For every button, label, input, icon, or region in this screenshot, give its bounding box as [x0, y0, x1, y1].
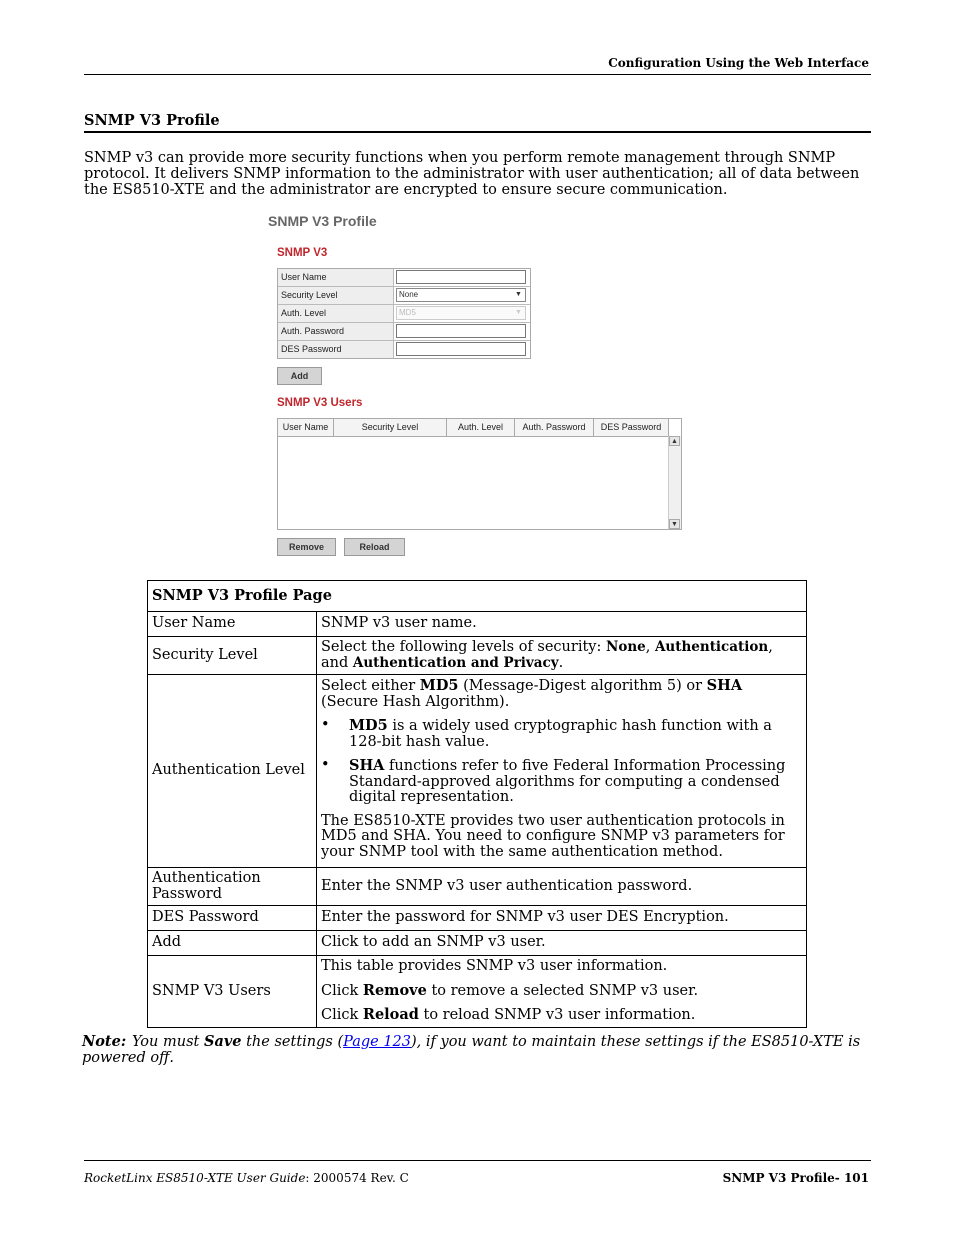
table-row — [148, 581, 807, 612]
field-label: Auth. Level — [278, 305, 394, 322]
section-rule — [84, 131, 871, 133]
footer-page-number: SNMP V3 Profile- 101 — [722, 1171, 869, 1185]
table-row — [148, 956, 807, 1028]
table-row — [148, 612, 807, 637]
field-label: Security Level — [278, 287, 394, 304]
auth-password-input[interactable] — [396, 324, 526, 338]
remove-button[interactable]: Remove — [277, 538, 336, 556]
chevron-down-icon: ▼ — [515, 309, 522, 316]
row-label: SNMP V3 Users — [148, 956, 317, 1028]
screenshot-title: SNMP V3 Profile — [268, 213, 377, 229]
bullet-icon: • — [321, 757, 330, 773]
row-label: User Name — [148, 612, 317, 637]
table-heading: SNMP V3 Profile Page — [148, 581, 807, 612]
column-header[interactable]: Auth. Level — [447, 419, 515, 436]
column-header[interactable]: Security Level — [334, 419, 447, 436]
form-row-security-level — [278, 287, 530, 305]
column-header[interactable]: User Name — [278, 419, 334, 436]
users-table-header — [278, 419, 681, 437]
row-label: Authentication Level — [148, 675, 317, 868]
column-header[interactable]: DES Password — [594, 419, 669, 436]
auth-level-select[interactable]: MD5 ▼ — [396, 306, 526, 320]
snmp-v3-users-table — [277, 418, 682, 530]
running-header: Configuration Using the Web Interface — [608, 56, 869, 70]
note: Note: You must Save the settings (Page 123), if you want to maintain these settings if the ES8510-XTE is powered off. — [82, 1033, 861, 1066]
field-label: Auth. Password — [278, 323, 394, 340]
snmp-v3-profile-page-table — [147, 580, 807, 1028]
list-item: • MD5 is a widely used cryptographic hash function with a 128-bit hash value. — [321, 717, 772, 750]
snmp-v3-users-heading: SNMP V3 Users — [277, 397, 363, 409]
row-description: This table provides SNMP v3 user information. Click Remove to remove a selected SNMP v3 user. Click Reload to reload SNMP v3 user information. — [317, 956, 807, 1028]
header-rule — [84, 74, 871, 75]
table-row — [148, 868, 807, 906]
row-label: Add — [148, 931, 317, 956]
form-row-des-password — [278, 341, 530, 358]
reload-button[interactable]: Reload — [344, 538, 405, 556]
snmp-v3-form — [277, 268, 531, 359]
security-level-select[interactable]: None ▼ — [396, 288, 526, 302]
list-item: • SHA functions refer to five Federal Information Processing Standard-approved algorithms for computing a condensed digital representation. — [321, 757, 786, 805]
snmp-v3-heading: SNMP V3 — [277, 247, 328, 259]
table-row — [148, 675, 807, 868]
row-description: Enter the password for SNMP v3 user DES Encryption. — [317, 906, 807, 931]
arrow-down-icon[interactable]: ▼ — [669, 519, 680, 529]
des-password-input[interactable] — [396, 342, 526, 356]
field-label: DES Password — [278, 341, 394, 358]
user-name-input[interactable] — [396, 270, 526, 284]
intro-paragraph: SNMP v3 can provide more security functions when you perform remote management through SNMP protocol. It delivers SNMP information to the administrator with user authentication; all of data between the ES8510-XTE and the administrator are encrypted to ensure secure communication. — [84, 150, 860, 198]
form-row-user-name — [278, 269, 530, 287]
table-row — [148, 906, 807, 931]
row-description: Enter the SNMP v3 user authentication password. — [317, 868, 807, 906]
row-description: SNMP v3 user name. — [317, 612, 807, 637]
page-link[interactable]: Page 123 — [343, 1034, 412, 1050]
row-label: Authentication Password — [148, 868, 317, 906]
row-description: Select either MD5 (Message-Digest algorithm 5) or SHA (Secure Hash Algorithm). • MD5 is a widely used cryptographic hash function with a 128-bit hash value. • SHA functions refer to five Federal Information Processing Standard-approved algorithms for computing a condensed digital representation. The ES8510-XTE provides two user authentication protocols in MD5 and SHA. You need to configure SNMP v3 parameters for your SNMP tool with the same authentication method. — [317, 675, 807, 868]
row-description: Select the following levels of security: None, Authentication, and Authentication and Privacy. — [317, 637, 807, 675]
footer-doc-title: RocketLinx ES8510-XTE User Guide: 2000574 Rev. C — [84, 1171, 409, 1185]
table-row — [148, 931, 807, 956]
footer-rule — [84, 1160, 871, 1161]
section-title: SNMP V3 Profile — [84, 112, 220, 129]
arrow-up-icon[interactable]: ▲ — [669, 436, 680, 446]
snmp-v3-profile-screenshot — [260, 206, 700, 566]
chevron-down-icon: ▼ — [515, 291, 522, 298]
note-label: Note: — [82, 1033, 127, 1050]
users-table-scrollbar[interactable] — [668, 436, 681, 529]
column-header[interactable]: Auth. Password — [515, 419, 594, 436]
form-row-auth-password — [278, 323, 530, 341]
bullet-icon: • — [321, 717, 330, 733]
field-label: User Name — [278, 269, 394, 286]
row-label: Security Level — [148, 637, 317, 675]
row-description: Click to add an SNMP v3 user. — [317, 931, 807, 956]
form-row-auth-level — [278, 305, 530, 323]
table-row — [148, 637, 807, 675]
add-button[interactable]: Add — [277, 367, 322, 385]
row-label: DES Password — [148, 906, 317, 931]
